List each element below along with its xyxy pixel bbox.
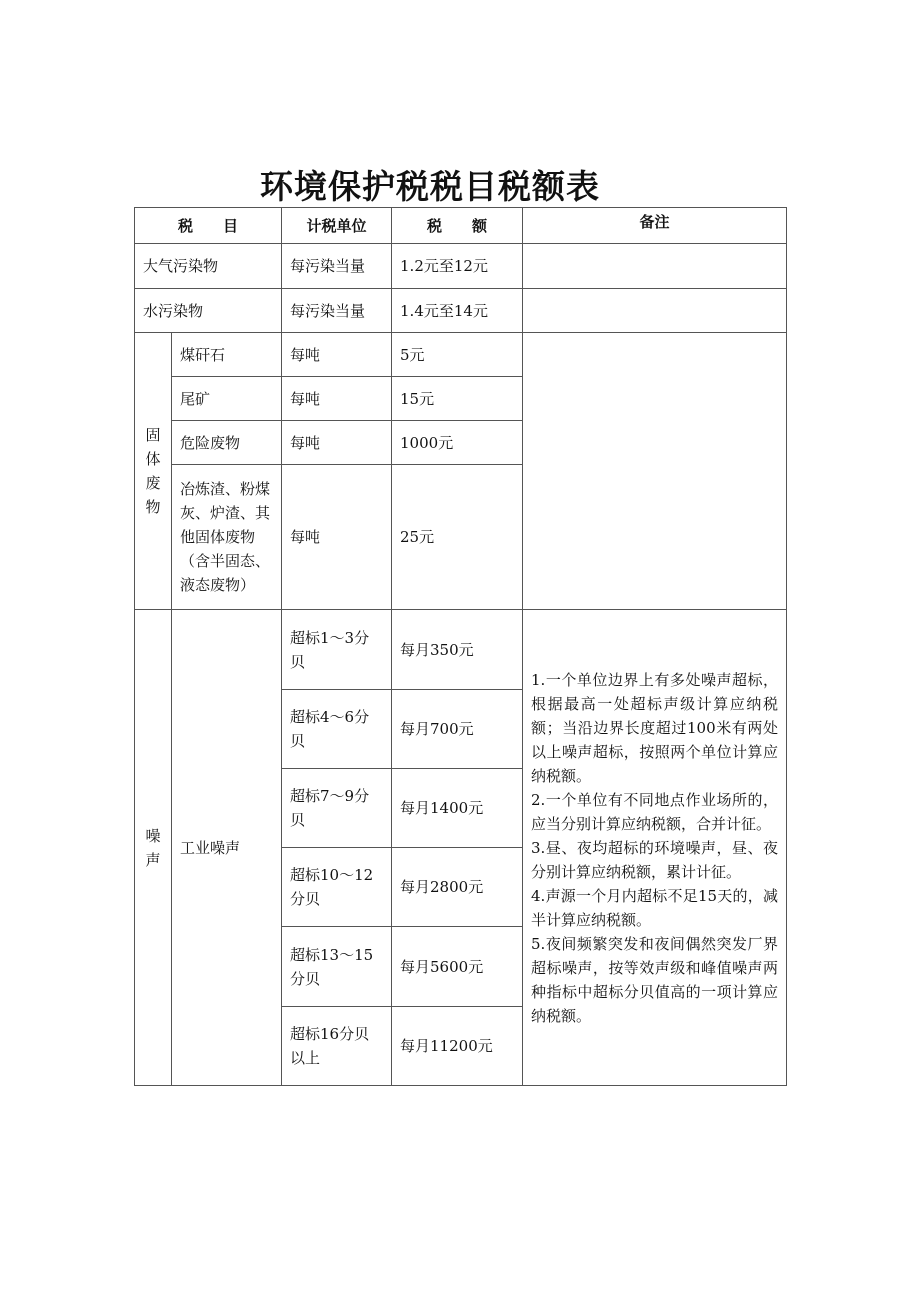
noise-notes bbox=[523, 610, 787, 1086]
solid-item-name: 冶炼渣、粉煤灰、炉渣、其他固体废物（含半固态、液态废物） bbox=[172, 465, 282, 610]
solid-remark bbox=[523, 333, 787, 610]
solid-item-amount: 15元 bbox=[392, 377, 523, 421]
noise-level: 超标10～12分贝 bbox=[282, 848, 392, 927]
table-row bbox=[135, 610, 787, 690]
noise-amount: 每月11200元 bbox=[392, 1007, 523, 1086]
solid-item-amount: 25元 bbox=[392, 465, 523, 610]
table-row bbox=[135, 289, 787, 333]
noise-amount: 每月2800元 bbox=[392, 848, 523, 927]
air-unit: 每污染当量 bbox=[282, 244, 392, 289]
solid-item-unit: 每吨 bbox=[282, 421, 392, 465]
water-remark bbox=[523, 289, 787, 333]
page-title: 环境保护税税目税额表 bbox=[260, 167, 600, 206]
solid-item-name: 尾矿 bbox=[172, 377, 282, 421]
header-remark: 备注 bbox=[523, 208, 787, 244]
header-item: 税 目 bbox=[135, 208, 282, 244]
header-amount: 税 额 bbox=[392, 208, 523, 244]
note-item: 1.一个单位边界上有多处噪声超标，根据最高一处超标声级计算应纳税额；当沿边界长度超过100米有两处以上噪声超标，按照两个单位计算应纳税额。 bbox=[531, 670, 779, 785]
solid-item-unit: 每吨 bbox=[282, 333, 392, 377]
noise-level: 超标7～9分贝 bbox=[282, 769, 392, 848]
solid-category: 固 体 废 物 bbox=[135, 333, 172, 610]
air-amount: 1.2元至12元 bbox=[392, 244, 523, 289]
header-unit: 计税单位 bbox=[282, 208, 392, 244]
noise-amount: 每月5600元 bbox=[392, 927, 523, 1007]
water-amount: 1.4元至14元 bbox=[392, 289, 523, 333]
noise-amount: 每月350元 bbox=[392, 610, 523, 690]
solid-item-amount: 5元 bbox=[392, 333, 523, 377]
noise-level: 超标16分贝以上 bbox=[282, 1007, 392, 1086]
noise-subcategory: 工业噪声 bbox=[172, 610, 282, 1086]
note-item: 4.声源一个月内超标不足15天的，减半计算应纳税额。 bbox=[531, 886, 779, 929]
noise-level: 超标13～15分贝 bbox=[282, 927, 392, 1007]
table-row bbox=[135, 333, 787, 377]
noise-amount: 每月700元 bbox=[392, 690, 523, 769]
solid-item-name: 煤矸石 bbox=[172, 333, 282, 377]
solid-item-unit: 每吨 bbox=[282, 465, 392, 610]
table-row bbox=[135, 244, 787, 289]
note-item: 2.一个单位有不同地点作业场所的，应当分别计算应纳税额，合并计征。 bbox=[531, 790, 779, 833]
note-item: 3.昼、夜均超标的环境噪声，昼、夜分别计算应纳税额，累计计征。 bbox=[531, 838, 779, 881]
noise-amount: 每月1400元 bbox=[392, 769, 523, 848]
tax-table bbox=[134, 207, 787, 1086]
noise-level: 超标1～3分贝 bbox=[282, 610, 392, 690]
noise-category: 噪 声 bbox=[135, 610, 172, 1086]
water-item: 水污染物 bbox=[135, 289, 282, 333]
air-remark bbox=[523, 244, 787, 289]
solid-item-unit: 每吨 bbox=[282, 377, 392, 421]
header-row bbox=[135, 208, 787, 244]
noise-level: 超标4～6分贝 bbox=[282, 690, 392, 769]
air-item: 大气污染物 bbox=[135, 244, 282, 289]
water-unit: 每污染当量 bbox=[282, 289, 392, 333]
solid-item-name: 危险废物 bbox=[172, 421, 282, 465]
note-item: 5.夜间频繁突发和夜间偶然突发厂界超标噪声，按等效声级和峰值噪声两种指标中超标分贝值高的一项计算应纳税额。 bbox=[531, 934, 779, 1025]
solid-item-amount: 1000元 bbox=[392, 421, 523, 465]
